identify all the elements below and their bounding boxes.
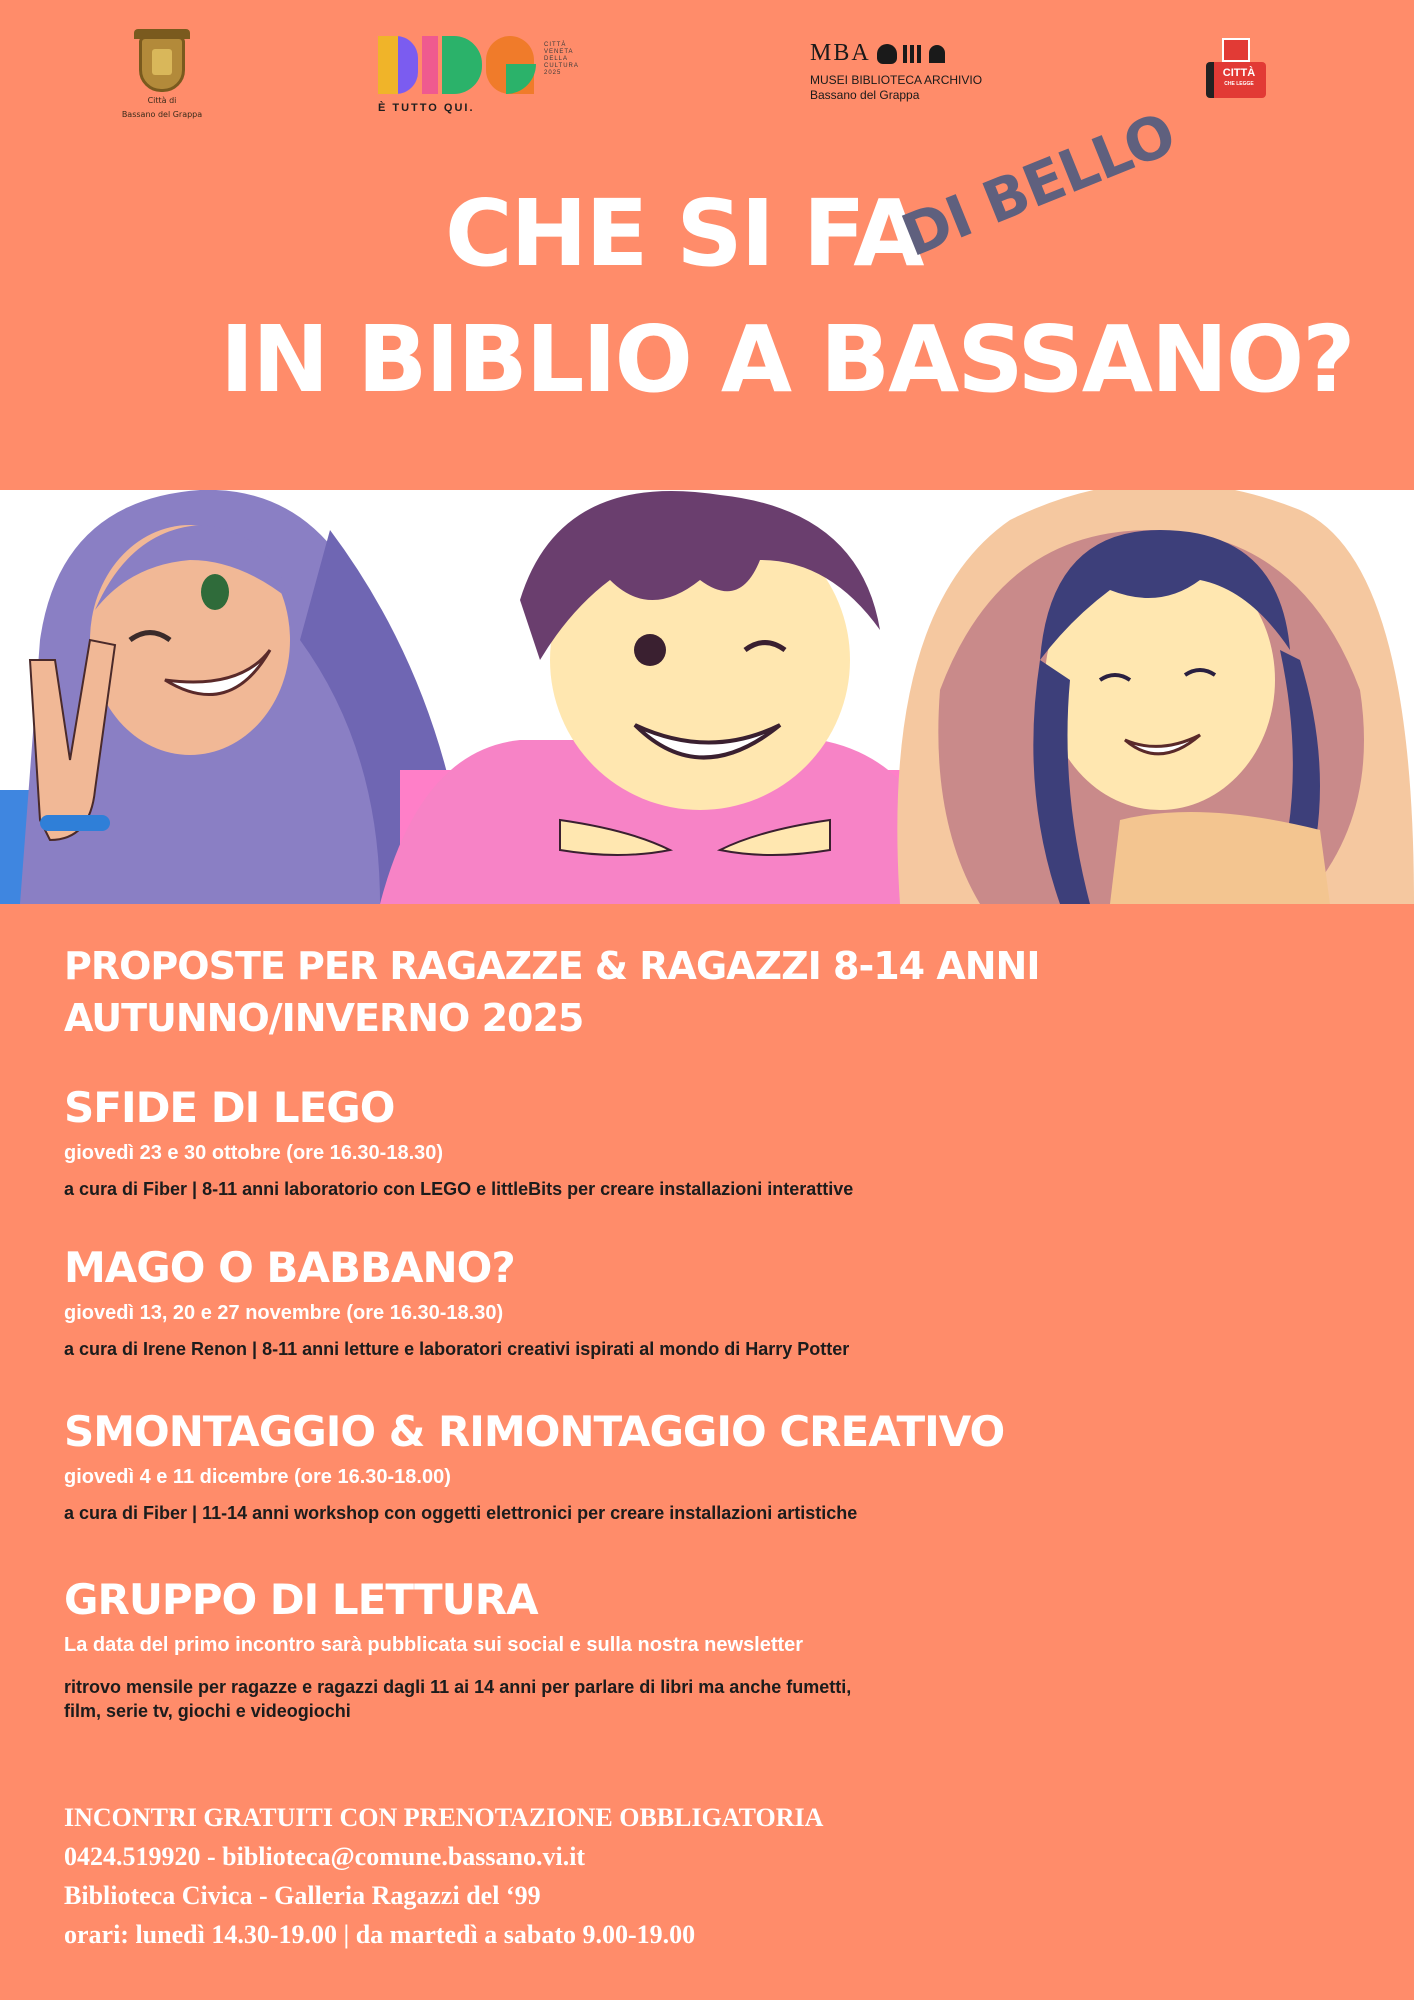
event-title: MAGO O BABBANO? xyxy=(64,1243,515,1292)
program-intro xyxy=(64,940,1364,1044)
mba-arch-icon xyxy=(929,45,945,63)
event-description: a cura di Irene Renon | 8-11 anni letture e laboratori creativi ispirati al mondo di Harry Potter xyxy=(64,1339,850,1359)
girl-hijab-figure xyxy=(0,490,470,904)
mba-subtitle-2: Bassano del Grappa xyxy=(810,88,920,102)
event-date: giovedì 23 e 30 ottobre (ore 16.30-18.30) xyxy=(64,1142,444,1164)
event-description-line2: film, serie tv, giochi e videogiochi xyxy=(64,1701,351,1721)
mba-logo xyxy=(810,40,1030,103)
citta-che-legge-text xyxy=(1216,68,1262,90)
city-caption-1: Città di xyxy=(147,96,177,105)
bidc-logo xyxy=(378,36,588,120)
event-description-line1: ritrovo mensile per ragazze e ragazzi dagli 11 ai 14 anni per parlare di libri ma anche fumetti, xyxy=(64,1677,852,1697)
bidc-side-text: CITTÀ VENETA DELLA CULTURA 2025 xyxy=(544,42,579,76)
bidc-letter-b-stem xyxy=(378,36,398,94)
footer-location: Biblioteca Civica - Galleria Ragazzi del ‘99 xyxy=(64,1881,541,1910)
event-smontaggio xyxy=(64,1406,1004,1525)
crest-icon xyxy=(139,36,185,92)
mba-dot-icon xyxy=(877,44,897,64)
citta-che-legge-logo xyxy=(1206,38,1266,100)
event-mago-babbano xyxy=(64,1242,849,1361)
citta-che-legge-label: CITTÀ xyxy=(1222,67,1256,79)
event-gruppo-lettura xyxy=(64,1574,851,1723)
headline-line2: IN BIBLIO A BASSANO? xyxy=(220,306,1354,413)
footer-info xyxy=(64,1798,1164,1954)
event-date: La data del primo incontro sarà pubblicata sui social e sulla nostra newsletter xyxy=(64,1634,804,1656)
event-title: SMONTAGGIO & RIMONTAGGIO CREATIVO xyxy=(64,1407,1005,1456)
headline-line1: CHE SI FA xyxy=(445,180,923,287)
event-description: a cura di Fiber | 8-11 anni laboratorio con LEGO e littleBits per creare installazioni interattive xyxy=(64,1179,854,1199)
event-sfide-lego xyxy=(64,1082,853,1201)
city-caption-2: Bassano del Grappa xyxy=(121,110,203,119)
citta-che-legge-small: CHE LEGGE xyxy=(1224,81,1254,87)
bidc-letter-d xyxy=(442,36,482,94)
city-crest-logo xyxy=(118,36,206,120)
event-description: a cura di Fiber | 11-14 anni workshop con oggetti elettronici per creare installazioni artistiche xyxy=(64,1503,858,1523)
footer-contacts[interactable]: 0424.519920 - biblioteca@comune.bassano.vi.it xyxy=(64,1842,586,1871)
event-title: GRUPPO DI LETTURA xyxy=(64,1575,538,1624)
footer-booking: INCONTRI GRATUITI CON PRENOTAZIONE OBBLIGATORIA xyxy=(64,1803,824,1832)
event-date: giovedì 4 e 11 dicembre (ore 16.30-18.00) xyxy=(64,1466,451,1488)
mba-subtitle-1: MUSEI BIBLIOTECA ARCHIVIO xyxy=(810,73,983,87)
event-title: SFIDE DI LEGO xyxy=(64,1083,395,1132)
event-description xyxy=(64,1675,851,1723)
logo-strip xyxy=(0,30,1414,120)
intro-line2: AUTUNNO/INVERNO 2025 xyxy=(64,996,584,1040)
boy-figure xyxy=(380,491,960,904)
intro-line1: PROPOSTE PER RAGAZZE & RAGAZZI 8-14 ANNI xyxy=(64,944,1040,988)
mba-title-row xyxy=(810,40,1030,67)
headline-accent: DI BELLO xyxy=(892,99,1185,271)
girl-hat-figure xyxy=(897,490,1414,904)
mba-title: MBA xyxy=(810,40,871,66)
event-date: giovedì 13, 20 e 27 novembre (ore 16.30-18.30) xyxy=(64,1302,504,1324)
footer-hours: orari: lunedì 14.30-19.00 | da martedì a sabato 9.00-19.00 xyxy=(64,1920,696,1949)
kids-illustration xyxy=(0,490,1414,904)
citta-che-legge-icon xyxy=(1222,38,1250,62)
mba-bars-icon xyxy=(903,45,923,63)
bidc-letter-i xyxy=(422,36,438,94)
kids-illustration-art xyxy=(0,490,1414,904)
program xyxy=(64,940,1364,1721)
bidc-tagline: È TUTTO QUI. xyxy=(378,102,475,114)
